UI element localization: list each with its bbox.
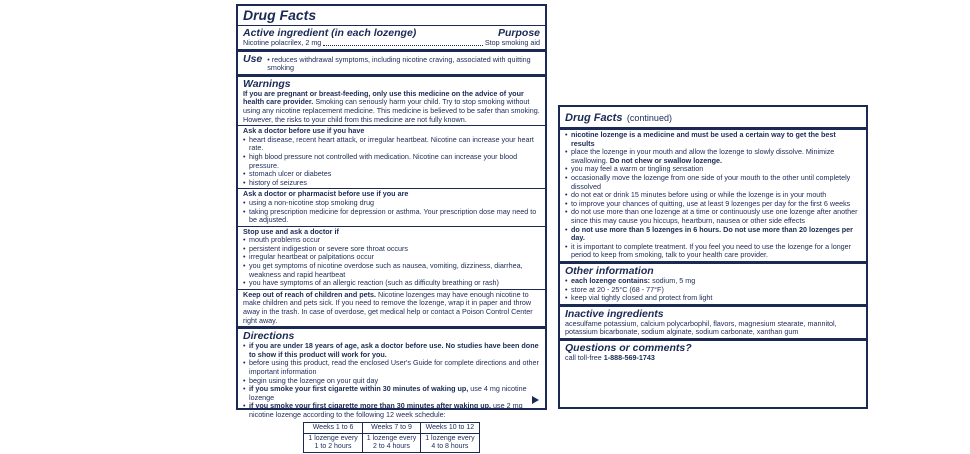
directions-list: [243, 342, 540, 419]
drug-facts-panel: [236, 4, 547, 450]
list-item: • occasionally move the lozenge from one side of your mouth to the other until completely dissolved: [565, 174, 861, 191]
keep-out-text: Nicotine lozenges may have enough nicotine to make children and pets sick. If you need to remove the lozenge, wrap it in paper and throw away in the trash. In case of overdose, get medical help or contact a Poison Control Center right away.: [243, 289, 533, 325]
continued-directions-list: [565, 131, 861, 260]
schedule-header: Weeks 7 to 9: [362, 422, 420, 433]
list-item: • nicotine lozenge is a medicine and must be used a certain way to get the best results: [565, 131, 861, 148]
ask-doctor-list: [243, 136, 540, 188]
list-item: • do not use more than one lozenge at a time or continuously use one lozenge after another since this may cause you hiccups, heartburn, nausea or other side effects: [565, 208, 861, 225]
list-item: • store at 20 - 25°C (68 - 77°F): [565, 286, 861, 295]
keep-out-of-reach: [243, 291, 540, 325]
directions-heading: Directions: [243, 330, 295, 343]
purpose-heading: Purpose: [497, 27, 540, 39]
list-item: • you have symptoms of an allergic reaction (such as difficulty breathing or rash): [243, 279, 540, 288]
schedule-cell: 1 lozenge every 2 to 4 hours: [362, 433, 420, 452]
stop-use-heading: Stop use and ask a doctor if: [243, 226, 339, 236]
list-item: • place the lozenge in your mouth and allow the lozenge to slowly dissolve. Minimize swallowing. Do not chew or swallow lozenge.: [565, 148, 861, 165]
stop-use-list: [243, 236, 540, 288]
list-item: • persistent indigestion or severe sore throat occurs: [243, 245, 540, 254]
list-item: • before using this product, read the enclosed User's Guide for complete directions and other important information: [243, 359, 540, 376]
active-ingredient-row: [243, 39, 540, 48]
list-item: • mouth problems occur: [243, 236, 540, 245]
list-item: • heart disease, recent heart attack, or irregular heartbeat. Nicotine can increase your heart rate.: [243, 136, 540, 153]
list-item: • stomach ulcer or diabetes: [243, 170, 540, 179]
list-item: • you get symptoms of nicotine overdose such as nausea, vomiting, dizziness, diarrhea, weakness and rapid heartbeat: [243, 262, 540, 279]
pregnancy-warning-bold: If you are pregnant or breast-feeding, only use this medicine on the advice of your health care provider.: [243, 88, 524, 107]
questions-heading: Questions or comments?: [565, 341, 692, 354]
drug-facts-continued-title: Drug Facts: [565, 112, 623, 124]
list-item: • you may feel a warm or tingling sensation: [565, 165, 861, 174]
drug-facts-title: Drug Facts: [243, 7, 317, 23]
pregnancy-warning-text: Smoking can seriously harm your child. Try to stop smoking without using any nicotine replacement medicine. This medicine is believed to be safer than smoking. However, the risks to your child from this medicine are not fully known.: [243, 97, 540, 124]
dosage-schedule-table: [303, 422, 479, 453]
schedule-header: Weeks 10 to 12: [421, 422, 479, 433]
list-item: • high blood pressure not controlled with medication. Nicotine can increase your blood pressure.: [243, 153, 540, 170]
list-item: • each lozenge contains: sodium, 5 mg: [565, 277, 861, 286]
purpose-value: Stop smoking aid: [484, 38, 540, 47]
list-item: • if you smoke your first cigarette more than 30 minutes after waking up, use 2 mg nicotine lozenge according to the following 12 week schedule:: [243, 402, 540, 419]
inactive-ingredients-text: acesulfame potassium, calcium polycarbophil, flavors, magnesium stearate, mannitol, potassium bicarbonate, sodium alginate, sodium carbonate, xanthan gum: [565, 318, 837, 337]
ask-pharmacist-heading: Ask a doctor or pharmacist before use if you are: [243, 189, 409, 199]
active-ingredient: Nicotine polacrilex, 2 mg: [243, 38, 322, 47]
questions-text: call toll-free 1-888-569-1743: [565, 352, 655, 362]
use-text: • reduces withdrawal symptoms, including nicotine craving, associated with quitting smoking: [267, 54, 531, 73]
inactive-ingredients-heading: Inactive ingredients: [565, 307, 664, 320]
continued-label: (continued): [626, 113, 672, 123]
schedule-cell: 1 lozenge every 4 to 8 hours: [421, 433, 479, 452]
use-heading: Use: [243, 52, 263, 65]
warnings-heading: Warnings: [243, 77, 291, 90]
ask-doctor-heading: Ask a doctor before use if you have: [243, 126, 365, 136]
keep-out-bold: Keep out of reach of children and pets.: [243, 289, 376, 299]
arrow-right-icon: [532, 396, 539, 404]
list-item: • if you smoke your first cigarette within 30 minutes of waking up, use 4 mg nicotine lozenge: [243, 385, 540, 402]
schedule-header: Weeks 1 to 6: [304, 422, 362, 433]
list-item: • taking prescription medicine for depression or asthma. Your prescription dose may need to be adjusted.: [243, 208, 540, 225]
list-item: • do not use more than 5 lozenges in 6 hours. Do not use more than 20 lozenges per day.: [565, 226, 861, 243]
list-item: • to improve your chances of quitting, use at least 9 lozenges per day for the first 6 weeks: [565, 200, 861, 209]
list-item: • do not eat or drink 15 minutes before using or while the lozenge is in your mouth: [565, 191, 861, 200]
other-info-heading: Other information: [565, 264, 654, 277]
active-ingredient-heading: Active ingredient (in each lozenge): [243, 27, 417, 39]
list-item: • if you are under 18 years of age, ask a doctor before use. No studies have been done to show if this product will work for you.: [243, 342, 540, 359]
phone-number: 1-888-569-1743: [603, 352, 655, 362]
list-item: • history of seizures: [243, 179, 540, 188]
drug-facts-continued-panel: [558, 105, 868, 409]
list-item: • keep vial tightly closed and protect from light: [565, 294, 861, 303]
list-item: • begin using the lozenge on your quit day: [243, 377, 540, 386]
other-info-list: [565, 277, 861, 303]
schedule-cell: 1 lozenge every 1 to 2 hours: [304, 433, 362, 452]
list-item: • it is important to complete treatment. If you feel you need to use the lozenge for a longer period to keep from smoking, talk to your health care provider.: [565, 243, 861, 260]
list-item: • irregular heartbeat or palpitations occur: [243, 253, 540, 262]
list-item: • using a non-nicotine stop smoking drug: [243, 199, 540, 208]
pregnancy-warning: [243, 90, 540, 124]
ask-pharmacist-list: [243, 199, 540, 225]
